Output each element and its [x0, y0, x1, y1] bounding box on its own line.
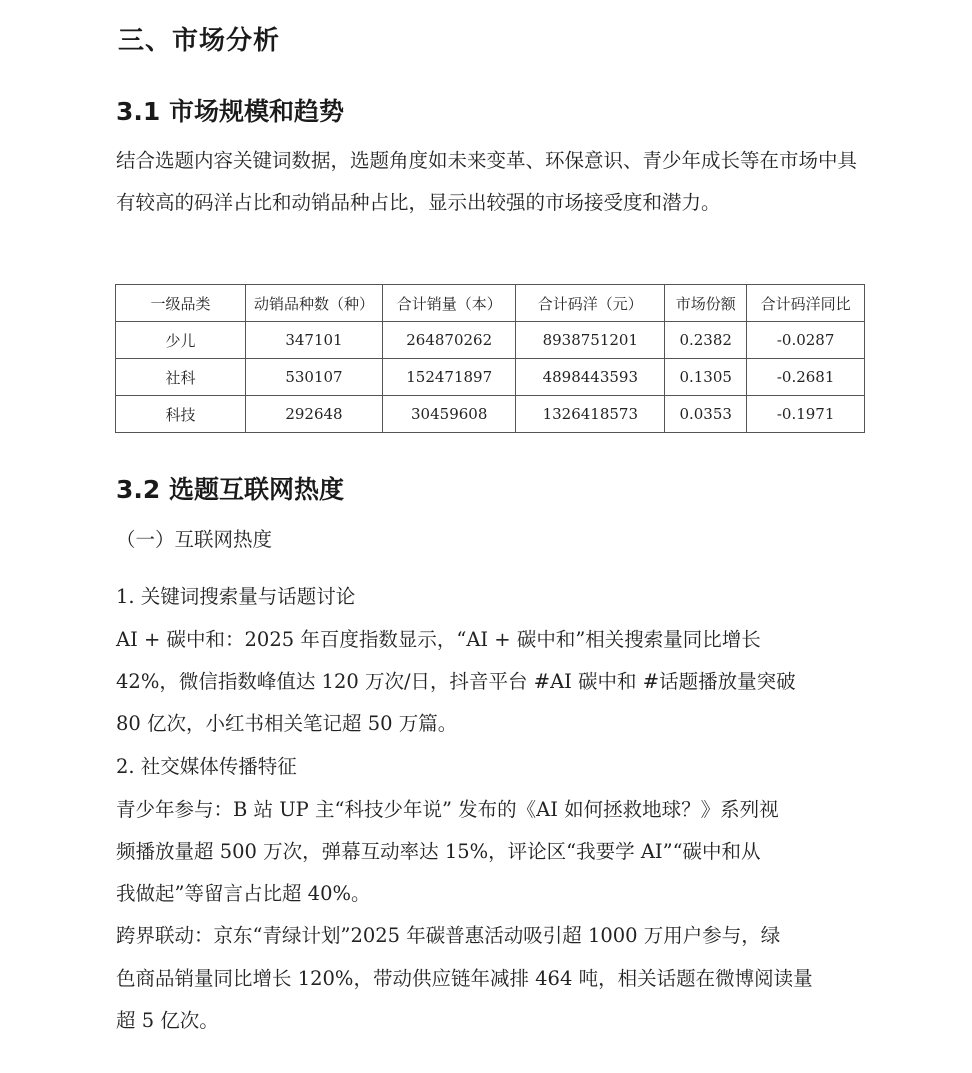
table-header-cell: 动销品种数（种） [245, 285, 382, 322]
table-cell: 152471897 [382, 359, 516, 396]
table-header-cell: 一级品类 [116, 285, 246, 322]
table-cell: 0.0353 [665, 396, 747, 433]
heading-3-1: 3.1 市场规模和趋势 [116, 97, 344, 126]
item2-title: 2. 社交媒体传播特征 [116, 755, 297, 778]
sub-heading: （一）互联网热度 [116, 528, 273, 551]
intro-paragraph: 结合选题内容关键词数据，选题角度如未来变革、环保意识、青少年成长等在市场中具有较高的码洋占比和动销品种占比，显示出较强的市场接受度和潜力。 [116, 149, 858, 214]
table-header-cell: 合计码洋同比 [747, 285, 865, 322]
table-cell: 30459608 [382, 396, 516, 433]
table-cell: 264870262 [382, 322, 516, 359]
table-header-cell: 市场份额 [665, 285, 747, 322]
table-header-cell: 合计码洋（元） [516, 285, 665, 322]
table-row [116, 396, 865, 433]
table-cell: 8938751201 [516, 322, 665, 359]
table-row [116, 322, 865, 359]
table-cell: 530107 [245, 359, 382, 396]
table-cell: 社科 [116, 359, 246, 396]
market-data-table [115, 284, 865, 433]
item2-line: 跨界联动：京东“青绿计划”2025 年碳普惠活动吸引超 1000 万用户参与，绿 [116, 924, 781, 947]
table-cell: -0.2681 [747, 359, 865, 396]
heading-3-2: 3.2 选题互联网热度 [116, 475, 344, 504]
item2-line: 频播放量超 500 万次，弹幕互动率达 15%，评论区“我要学 AI”“碳中和从 [116, 840, 761, 863]
item2-line: 我做起”等留言占比超 40%。 [116, 882, 371, 905]
table-cell: -0.1971 [747, 396, 865, 433]
table-header-row [116, 285, 865, 322]
table-cell: 347101 [245, 322, 382, 359]
table-cell: 0.1305 [665, 359, 747, 396]
item2-line: 青少年参与：B 站 UP 主“科技少年说” 发布的《AI 如何拯救地球？》系列视 [116, 798, 779, 821]
item1-line: 42%，微信指数峰值达 120 万次/日，抖音平台 #AI 碳中和 #话题播放量突破 [116, 670, 796, 693]
table-cell: 292648 [245, 396, 382, 433]
item2-line: 超 5 亿次。 [116, 1009, 219, 1032]
item1-line: 80 亿次，小红书相关笔记超 50 万篇。 [116, 712, 458, 735]
table-row [116, 359, 865, 396]
table-header-cell: 合计销量（本） [382, 285, 516, 322]
table-cell: 0.2382 [665, 322, 747, 359]
table-cell: 1326418573 [516, 396, 665, 433]
section-title: 三、市场分析 [118, 26, 281, 56]
table-cell: 4898443593 [516, 359, 665, 396]
item1-title: 1. 关键词搜索量与话题讨论 [116, 585, 356, 608]
table-cell: -0.0287 [747, 322, 865, 359]
item1-line: AI + 碳中和：2025 年百度指数显示，“AI + 碳中和”相关搜索量同比增长 [116, 628, 761, 651]
item2-line: 色商品销量同比增长 120%，带动供应链年减排 464 吨，相关话题在微博阅读量 [116, 967, 813, 990]
table-cell: 少儿 [116, 322, 246, 359]
table-cell: 科技 [116, 396, 246, 433]
